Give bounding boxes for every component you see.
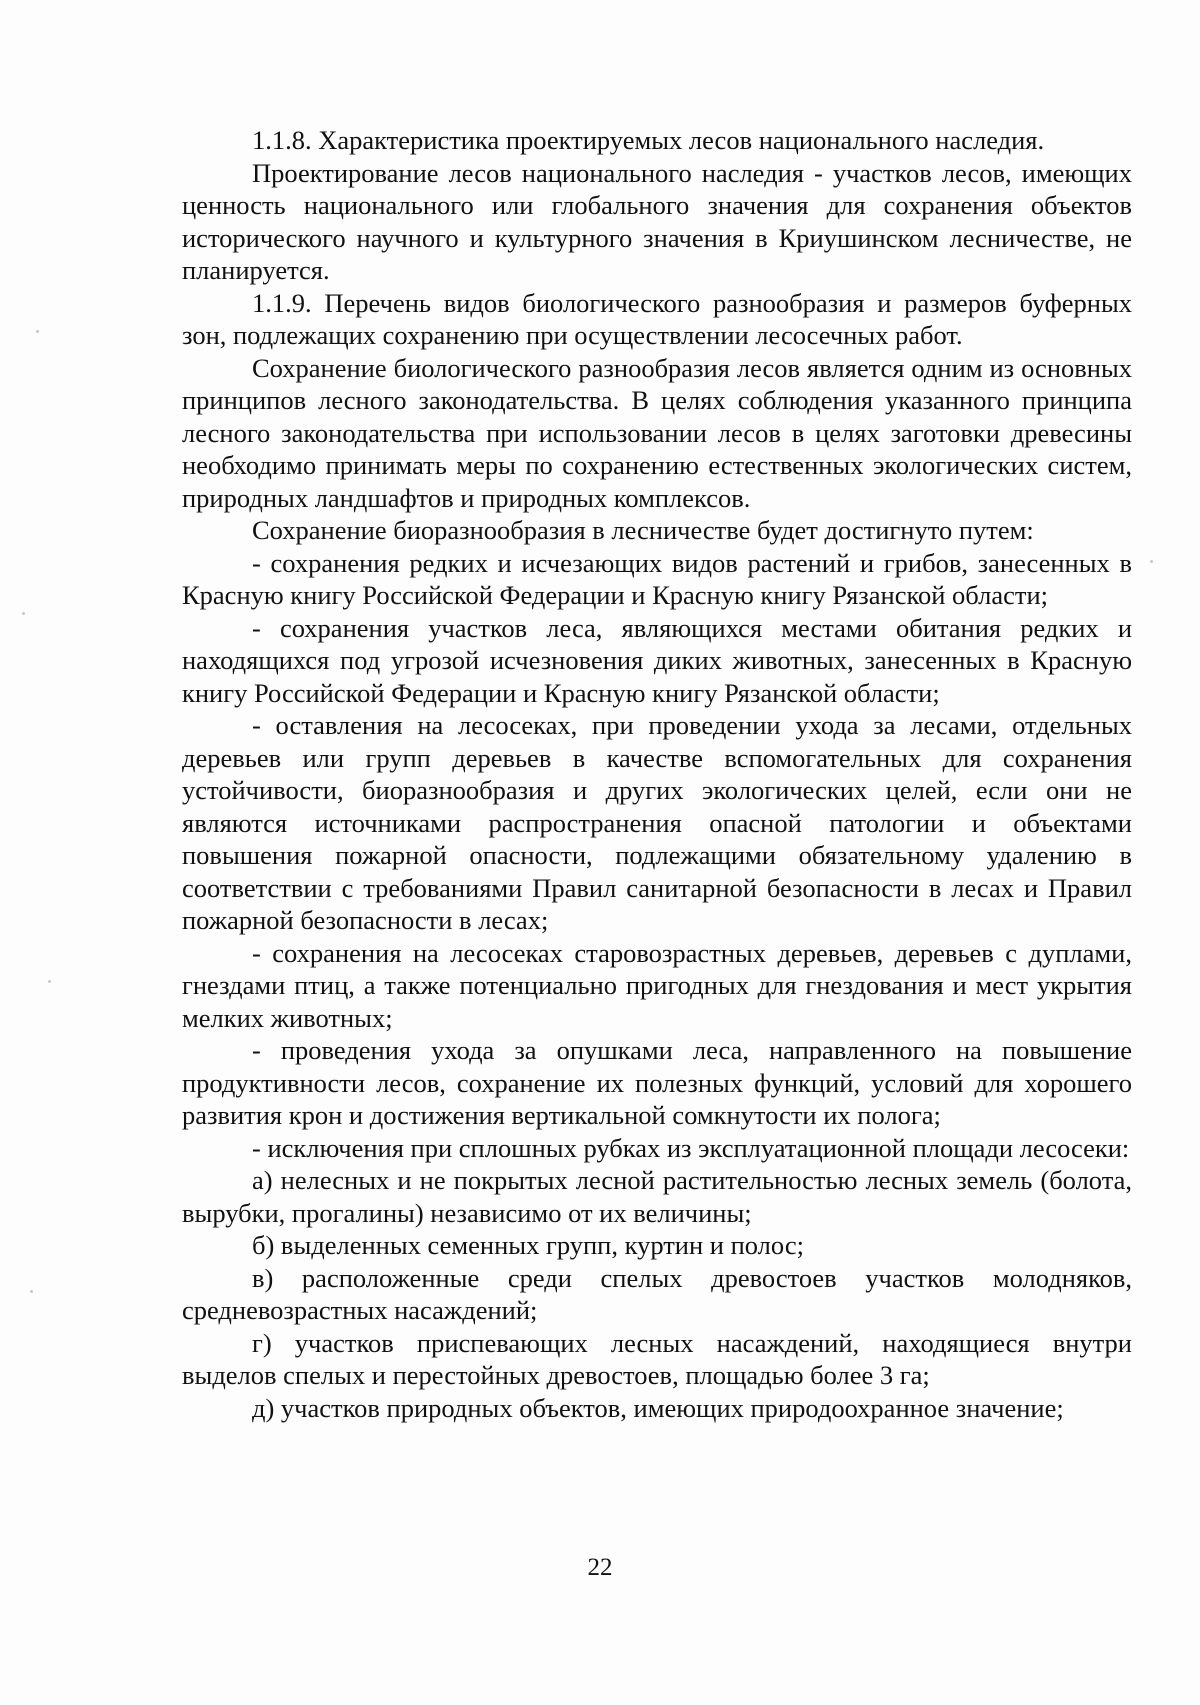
list-item: - сохранения участков леса, являющихся местами обитания редких и находящихся под угрозой исчезновения диких животных, занесенных в Красную книгу Российской Федерации и Красную книгу Рязанской области;	[182, 612, 1132, 708]
section-heading-1-1-9: 1.1.9. Перечень видов биологического разнообразия и размеров буферных зон, подлежащих сохранению при осуществлении лесосечных работ.	[182, 287, 1132, 350]
sub-list-item: в) расположенные среди спелых древостоев участков молодняков, средневозрастных насаждений;	[182, 1262, 1132, 1325]
list-item: - исключения при сплошных рубках из эксплуатационной площади лесосеки:	[252, 1132, 1130, 1163]
scan-speck	[22, 612, 25, 615]
scan-speck	[1150, 560, 1153, 563]
scan-speck	[36, 330, 39, 333]
section-heading-1-1-8: 1.1.8. Характеристика проектируемых лесов национального наследия.	[252, 125, 1045, 155]
sub-list-item: д) участков природных объектов, имеющих природоохранное значение;	[252, 1392, 1064, 1423]
sub-list-item: б) выделенных семенных групп, куртин и полос;	[252, 1230, 804, 1260]
paragraph: Сохранение биоразнообразия в лесничестве будет достигнуто путем:	[252, 515, 1034, 545]
scan-speck	[30, 1290, 33, 1293]
list-item: - проведения ухода за опушками леса, направленного на повышение продуктивности лесов, сохранение их полезных функций, условий для хорошего развития крон и достижения вертикальной сомкнутости их полога;	[182, 1035, 1132, 1130]
page-number: 22	[587, 1554, 613, 1581]
sub-list-item: г) участков приспевающих лесных насаждений, находящиеся внутри выделов спелых и перестойных древостоев, площадью более 3 га;	[182, 1327, 1132, 1390]
list-item: - сохранения редких и исчезающих видов растений и грибов, занесенных в Красную книгу Российской Федерации и Красную книгу Рязанской области;	[182, 547, 1132, 610]
paragraph: Сохранение биологического разнообразия лесов является одним из основных принципов лесного законодательства. В целях соблюдения указанного принципа лесного законодательства при использовании лесов в целях заготовки древесины необходимо принимать меры по сохранению естественных экологических систем, природных ландшафтов и природных комплексов.	[182, 352, 1132, 513]
scan-speck	[48, 980, 51, 983]
paragraph: Проектирование лесов национального наследия - участков лесов, имеющих ценность национального или глобального значения для сохранения объектов исторического научного и культурного значения в Криушинском лесничестве, не планируется.	[182, 157, 1132, 285]
list-item: - оставления на лесосеках, при проведении ухода за лесами, отдельных деревьев или групп деревьев в качестве вспомогательных для сохранения устойчивости, биоразнообразия и других экологических целей, если они не являются источниками распространения опасной патологии и объектами повышения пожарной опасности, подлежащими обязательному удалению в соответствии с требованиями Правил санитарной безопасности в лесах и Правил пожарной безопасности в лесах;	[182, 710, 1132, 935]
document-body	[182, 124, 1132, 1424]
sub-list-item: а) нелесных и не покрытых лесной растительностью лесных земель (болота, вырубки, прогалины) независимо от их величины;	[182, 1165, 1132, 1228]
list-item: - сохранения на лесосеках старовозрастных деревьев, деревьев с дуплами, гнездами птиц, а также потенциально пригодных для гнездования и мест укрытия мелких животных;	[182, 937, 1132, 1033]
